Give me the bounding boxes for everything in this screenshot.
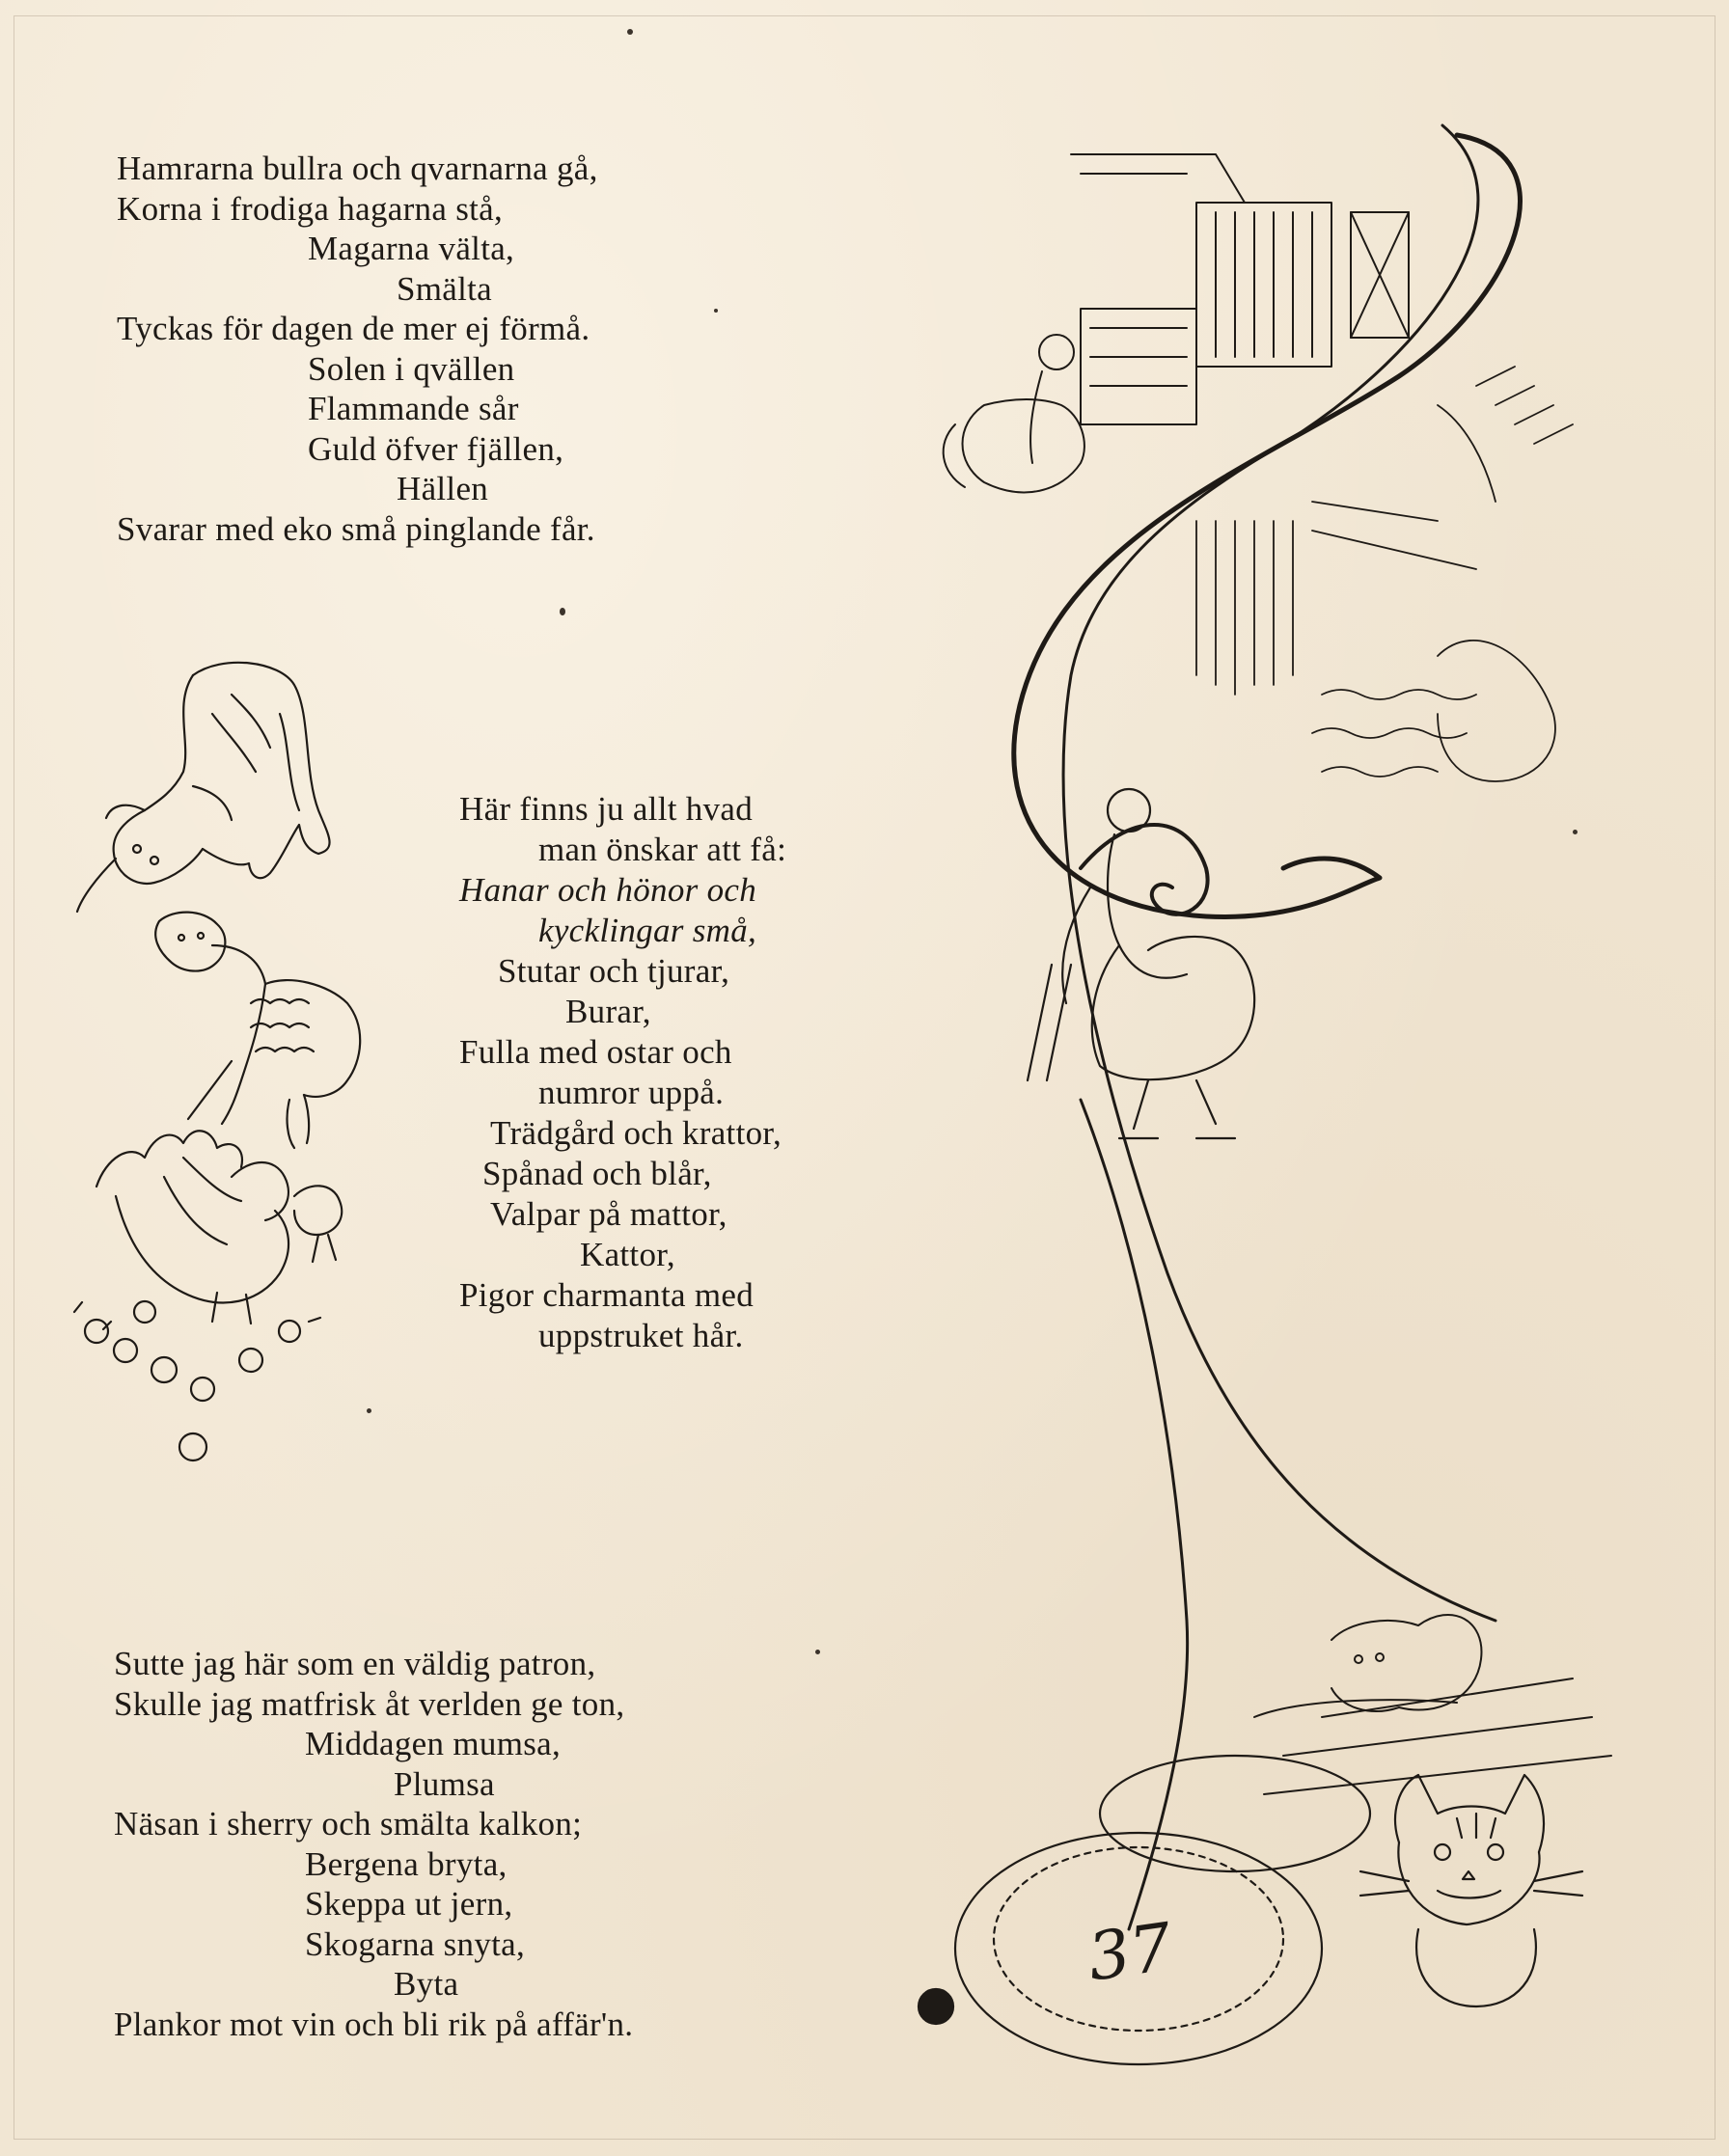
poem-line: Näsan i sherry och smälta kalkon; (114, 1805, 583, 1842)
poem-line: Flammande sår (308, 390, 519, 427)
poem-line: Fulla med ostar och (459, 1033, 732, 1071)
chickens-drawing (74, 1131, 342, 1460)
poem-line: Magarna välta, (308, 230, 515, 267)
poem-line: Pigor charmanta med (459, 1276, 755, 1314)
poem-line: Burar, (565, 993, 651, 1030)
ink-speck (815, 1650, 820, 1654)
poem-line: Stutar och tjurar, (498, 952, 730, 990)
poem-line: Hällen (397, 470, 489, 507)
poem-line: man önskar att få: (538, 831, 787, 868)
poem-line: Hamrarna bullra och qvarnarna gå, (117, 150, 598, 187)
poem-line: Hanar och hönor och (459, 871, 757, 909)
waterwheel-drawing (1196, 367, 1573, 781)
poem-line: Sutte jag här som en väldig patron, (114, 1645, 596, 1682)
poem-line: Korna i frodiga hagarna stå, (117, 189, 504, 228)
poem-line: Byta (394, 1965, 459, 2003)
poem-line: Valpar på mattor, (490, 1195, 727, 1233)
poem-line: Solen i qvällen (308, 349, 515, 388)
poem-line: Trädgård och krattor, (490, 1114, 782, 1152)
poem-line: Plankor mot vin och bli rik på affär'n. (114, 2005, 634, 2043)
poem-stanza-2 (459, 789, 786, 1356)
poem-stanza-3 (114, 1644, 633, 2044)
cheese-wheels-drawing (919, 1756, 1370, 2064)
poem-line: uppstruket hår. (538, 1317, 744, 1354)
ink-speck (367, 1408, 371, 1413)
ribbon-curve (1014, 135, 1521, 916)
poem-line: Guld öfver fjällen, (308, 429, 564, 468)
poem-stanza-1 (117, 149, 598, 549)
poem-line: Skulle jag matfrisk åt verlden ge ton, (114, 1684, 625, 1723)
ink-speck (560, 608, 565, 615)
ink-speck (627, 29, 633, 35)
cow-drawing (77, 663, 330, 912)
poem-line: Svarar med eko små pinglande får. (117, 509, 595, 548)
mill-building-drawing (944, 154, 1409, 492)
dog-drawing (1254, 1615, 1611, 1794)
mill-scroll-illustration (897, 116, 1650, 2084)
poem-line: numror uppå. (538, 1074, 725, 1111)
ribbon-spiral (1081, 825, 1208, 914)
milkmaid-drawing (1028, 789, 1254, 1138)
poem-line: Skogarna snyta, (305, 1924, 526, 1963)
poem-line: Bergena bryta, (305, 1844, 508, 1883)
poem-line: Spånad och blår, (482, 1155, 712, 1192)
poem-line: Kattor, (580, 1236, 675, 1273)
poem-line: Middagen mumsa, (305, 1725, 562, 1762)
sheep-drawing (155, 913, 360, 1148)
ink-speck (714, 309, 718, 313)
ink-speck (1573, 830, 1578, 834)
cat-drawing (1360, 1775, 1582, 2006)
poem-line: kycklingar små, (538, 912, 757, 949)
poem-line: Plumsa (394, 1764, 495, 1803)
poem-line: Skeppa ut jern, (305, 1885, 513, 1923)
poem-line: Här finns ju allt hvad (459, 790, 754, 828)
poem-line: Smälta (397, 269, 493, 308)
ribbon-lower (1081, 1100, 1188, 1929)
page-number: 37 (1083, 1909, 1177, 1997)
poem-line: Tyckas för dagen de mer ej förmå. (117, 310, 590, 347)
